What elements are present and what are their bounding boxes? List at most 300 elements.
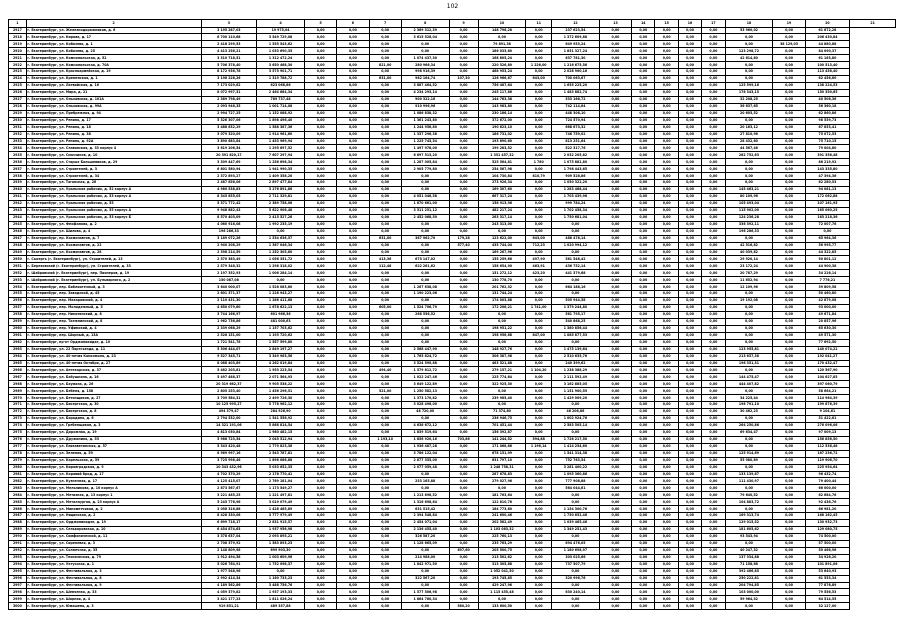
value-cell: 0,00 [702,575,725,582]
value-cell: 0,00 [337,103,369,110]
value-cell: 0,00 [369,513,401,520]
value-cell: 897,60 [449,547,478,554]
value-cell: 9 104,61 [805,409,850,416]
value-cell: 4 980 538,83 [201,187,257,194]
value-cell: 0,00 [369,284,401,291]
value-cell: 1 980 482,15 [257,429,305,436]
value-cell: 214 988,00 [401,554,449,561]
value-cell: 0,00 [773,48,805,55]
value-cell: 4 125 415,07 [201,478,257,485]
value-cell: 0,00 [702,409,725,416]
value-cell: 0,00 [702,277,725,284]
value-cell: 0,00 [449,34,478,41]
value-cell: 0,00 [337,506,369,513]
value-cell: 0,00 [369,277,401,284]
value-cell: 435 744,04 [478,242,526,249]
table-row [9,603,896,610]
value-cell: 0,00 [526,41,552,48]
row-number-cell: 2976 [9,436,27,443]
value-cell: 0,00 [725,540,773,547]
value-cell: 601 966,36 [257,311,305,318]
row-number-cell: 2941 [9,194,27,201]
address-cell: г. Екатеринбург, ул. 22 Партсъезда, д. 11 [26,346,201,353]
value-cell: 0,00 [702,374,725,381]
value-cell: 1 267 638,08 [401,284,449,291]
value-cell: 2 940 208,29 [201,242,257,249]
value-cell: 303 025,66 [552,554,600,561]
value-cell: 0,00 [305,187,337,194]
value-cell: 0,00 [632,270,655,277]
value-cell: 581 548,42 [552,256,600,263]
value-cell: 0,00 [702,256,725,263]
address-cell: г. Екатеринбург, ул. Бетонщиков, д. 27 [26,395,201,402]
value-cell: 65 630,30 [805,325,850,332]
value-cell: 0,00 [702,360,725,367]
address-cell: г. Екатеринбург, ул. Кобозева, д. 25 [26,48,201,55]
value-cell: 3 378 637,04 [201,533,257,540]
value-cell: 1 914 961,60 [257,131,305,138]
value-cell: 0,00 [305,360,337,367]
address-cell: г. Екатеринбург, ул. Сиреневая, д. 3 [26,540,201,547]
row-number-cell: 2955 [9,291,27,298]
value-cell: 0,00 [337,485,369,492]
value-cell: 58 664,21 [805,388,850,395]
value-cell: 0,00 [678,513,701,520]
table-row [9,138,896,145]
value-cell: 32 127,00 [805,603,850,610]
value-cell: 0,00 [773,221,805,228]
value-cell: 10 125 995,27 [201,402,257,409]
value-cell: 0,00 [773,443,805,450]
value-cell: 0,00 [702,402,725,409]
value-cell: 2 994 727,25 [201,110,257,117]
value-cell: 0,00 [773,214,805,221]
value-cell: 0,00 [337,388,369,395]
value-cell: 1 703 439,96 [552,194,600,201]
value-cell: 0,00 [655,249,678,256]
value-cell: 0,00 [305,547,337,554]
value-cell: 0,00 [449,416,478,423]
address-cell: г. Екатеринбург, ул. Гребенщиков, д. 3 [26,422,201,429]
value-cell: 3 079 320,09 [201,131,257,138]
value-cell: 0,00 [632,27,655,34]
value-cell: 0,00 [305,492,337,499]
value-cell: 0,00 [632,180,655,187]
value-cell: 92 436,76 [805,499,850,506]
value-cell: 0,00 [552,568,600,575]
value-cell: 0,00 [526,138,552,145]
value-cell: 0,00 [599,228,631,235]
value-cell: 0,00 [632,596,655,603]
value-cell: 0,00 [678,409,701,416]
value-cell: 0,00 [401,325,449,332]
value-cell: 0,00 [632,339,655,346]
value-cell: 0,00 [305,388,337,395]
table-row [9,124,896,131]
value-cell: 0,00 [678,83,701,90]
value-cell: 3 524 590,88 [401,360,449,367]
value-cell: 0,00 [337,443,369,450]
value-cell: 0,00 [369,214,401,221]
value-cell: 1 898 496,40 [257,117,305,124]
value-cell: 0,00 [632,228,655,235]
table-row [9,103,896,110]
value-cell: 57 500,00 [805,540,850,547]
value-cell: 0,00 [449,55,478,62]
value-cell: 0,00 [702,589,725,596]
value-cell: 0,00 [599,367,631,374]
row-number-cell: 2938 [9,173,27,180]
value-cell: 468 953,24 [478,69,526,76]
value-cell: 0,00 [702,96,725,103]
table-row [9,69,896,76]
value-cell: 0,00 [678,55,701,62]
value-cell: 94 081,13 [805,187,850,194]
value-cell: 0,00 [632,374,655,381]
value-cell: 3 777 979,49 [257,513,305,520]
value-cell: 0,00 [526,194,552,201]
value-cell: 46 206,86 [552,409,600,416]
value-cell: 282 752,63 [725,152,773,159]
value-cell: 0,00 [773,520,805,527]
value-cell: 0,00 [305,55,337,62]
value-cell: 0,00 [773,568,805,575]
value-cell: 0,00 [655,138,678,145]
value-cell: 810,79 [526,173,552,180]
value-cell: 2 543 787,81 [257,450,305,457]
value-cell: 0,00 [337,83,369,90]
value-cell: 0,00 [655,187,678,194]
value-cell: 3 709 584,31 [201,395,257,402]
column-number-cell: 21 [850,20,896,28]
value-cell: 533 166,72 [552,96,600,103]
value-cell: 0,00 [632,402,655,409]
value-cell: 0,00 [678,131,701,138]
value-cell: 6 697 513,20 [401,152,449,159]
value-cell: 0,00 [678,187,701,194]
column-number-cell: 9 [449,20,478,28]
value-cell: 0,00 [773,409,805,416]
value-cell: 1 453 969,94 [257,138,305,145]
value-cell: 0,00 [773,513,805,520]
value-cell: 0,00 [702,124,725,131]
value-cell: 0,00 [337,540,369,547]
value-cell: 0,00 [552,603,600,610]
value-cell: 0,00 [599,443,631,450]
value-cell: 999 784,24 [552,200,600,207]
value-cell: 205 500,75 [478,547,526,554]
value-cell: 0,00 [449,429,478,436]
value-cell: 910 996,96 [401,103,449,110]
value-cell: 1 050 322,20 [552,180,600,187]
value-cell: 649 953,24 [552,41,600,48]
value-cell: 131 744,24 [478,291,526,298]
address-cell: г. Екатеринбург, ул. Кирова, д. 17 [26,34,201,41]
value-cell: 7 173 029,62 [201,83,257,90]
value-cell: 59 964,32 [725,596,773,603]
row-number-cell: 2971 [9,402,27,409]
table-row [9,457,896,464]
address-cell: г. Екатеринбург, ул. Дорожная, д. 19 [26,429,201,436]
table-row [9,506,896,513]
value-cell: 313 305,88 [478,561,526,568]
table-row [9,76,896,83]
value-cell: 27 810,96 [725,131,773,138]
value-cell: 3 744 166,97 [201,311,257,318]
value-cell: 158 654,90 [478,263,526,270]
table-row [9,409,896,416]
value-cell: 0,00 [478,402,526,409]
value-cell: 3 221 485,25 [201,492,257,499]
value-cell: 0,00 [337,554,369,561]
value-cell: 0,00 [702,145,725,152]
value-cell: 1 856 920,16 [401,436,449,443]
value-cell: 0,00 [773,27,805,34]
row-number-cell: 2996 [9,575,27,582]
value-cell: 6 700 110,68 [201,34,257,41]
value-cell: 0,00 [401,485,449,492]
value-cell: 3 549 729,08 [257,34,305,41]
value-cell: 0,00 [337,187,369,194]
value-cell: 112 536,48 [805,443,850,450]
value-cell: 34 225,44 [725,395,773,402]
value-cell: 0,00 [305,277,337,284]
value-cell: 0,00 [599,513,631,520]
address-cell: г. Екатеринбург, ул. 40-летия Октября, д. 27 [26,360,201,367]
value-cell: 0,00 [599,450,631,457]
value-cell: 5 497 488,37 [201,374,257,381]
value-cell: 0,00 [773,62,805,69]
value-cell: 0,00 [725,41,773,48]
value-cell: 0,00 [725,325,773,332]
value-cell: 1 541 314,38 [552,450,600,457]
value-cell: 1 286 411,68 [257,298,305,305]
address-cell: г. Екатеринбург, ул. Ницинская, д. 2 [26,513,201,520]
value-cell: 4 650 079,60 [201,305,257,312]
value-cell: 0,00 [526,506,552,513]
value-cell: 0,00 [337,263,369,270]
value-cell: 564 044,61 [552,485,600,492]
value-cell: 93 543,94 [725,533,773,540]
value-cell: 0,00 [369,589,401,596]
value-cell: 0,00 [655,180,678,187]
value-cell: 0,00 [369,110,401,117]
value-cell: 2 110 431,30 [201,298,257,305]
value-cell: 777 908,88 [552,478,600,485]
value-cell: 155 259,66 [478,256,526,263]
value-cell: 0,00 [449,277,478,284]
column-number-cell: 14 [632,20,655,28]
value-cell: 51 422,61 [805,416,850,423]
value-cell: 123 298,72 [725,48,773,55]
value-cell: 0,00 [702,429,725,436]
value-cell: 1 351 457,32 [478,152,526,159]
value-cell: 0,00 [526,568,552,575]
value-cell: 0,00 [678,582,701,589]
value-cell: 0,00 [678,166,701,173]
value-cell: 1 726 217,50 [552,436,600,443]
address-cell: г. Екатеринбург, ул. Орджоникидзе, д. 19 [26,520,201,527]
row-number-cell: 2980 [9,464,27,471]
value-cell: 39 809,58 [805,284,850,291]
value-cell: 0,00 [773,339,805,346]
row-number-cell: 2992 [9,547,27,554]
value-cell: 336 392,11 [725,221,773,228]
value-cell: 0,00 [678,575,701,582]
value-cell: 1 086 838,32 [401,110,449,117]
value-cell: 0,00 [337,242,369,249]
row-number-cell: 2994 [9,561,27,568]
address-cell: г. Екатеринбург, ул. Солнечная, д. 35 [26,547,201,554]
value-cell: 280 966,34 [401,62,449,69]
table-row [9,187,896,194]
value-cell: 0,00 [773,55,805,62]
address-cell: г. Екатеринбург, ул. Строителей, д. 34 [26,173,201,180]
value-cell: 213 637,38 [725,353,773,360]
value-cell: 0,00 [725,159,773,166]
value-cell: 821,00 [369,62,401,69]
value-cell: 0,00 [599,395,631,402]
value-cell: 0,00 [337,96,369,103]
value-cell: 0,00 [678,596,701,603]
value-cell: 0,00 [599,318,631,325]
address-cell: г. Екатеринбург, ул. Пребрежная, д. 94 [26,110,201,117]
table-row [9,332,896,339]
value-cell: 6 801 580,94 [201,166,257,173]
value-cell: 0,00 [655,450,678,457]
value-cell: 0,00 [599,603,631,610]
value-cell: 0,00 [632,568,655,575]
value-cell: 150 087,08 [201,277,257,284]
table-row [9,41,896,48]
value-cell: 0,00 [632,131,655,138]
value-cell: 0,00 [773,249,805,256]
value-cell: 3 619 206,54 [201,145,257,152]
value-cell: 0,00 [526,589,552,596]
value-cell: 0,00 [702,506,725,513]
value-cell: 0,00 [305,117,337,124]
value-cell: 0,00 [773,478,805,485]
value-cell: 0,00 [678,589,701,596]
value-cell: 61 553,34 [805,575,850,582]
value-cell: 0,00 [526,520,552,527]
value-cell: 0,00 [305,346,337,353]
value-cell: 0,00 [526,492,552,499]
value-cell: 1 842 971,50 [401,561,449,568]
value-cell: 0,00 [599,34,631,41]
row-number-cell: 2931 [9,124,27,131]
value-cell: 2 045 512,94 [257,436,305,443]
value-cell: 77 876,89 [805,582,850,589]
value-cell: 0,00 [337,291,369,298]
value-cell: 0,00 [599,110,631,117]
value-cell: 0,00 [526,27,552,34]
value-cell: 0,00 [599,166,631,173]
value-cell: 3 198 228,26 [201,76,257,83]
value-cell: 0,00 [632,89,655,96]
value-cell: 0,00 [449,353,478,360]
value-cell: 0,00 [655,381,678,388]
value-cell: 1 033 690,35 [257,48,305,55]
value-cell: 0,00 [449,256,478,263]
value-cell: 0,00 [678,228,701,235]
value-cell: 0,00 [725,367,773,374]
row-number-cell: 2987 [9,513,27,520]
value-cell: 8 088 403,89 [201,360,257,367]
value-cell: 1 312 472,24 [257,55,305,62]
value-cell: 0,00 [632,457,655,464]
value-cell: 0,00 [305,228,337,235]
value-cell: 1 221 497,81 [257,492,305,499]
value-cell: 3 615 528,04 [401,34,449,41]
value-cell: 0,00 [369,180,401,187]
value-cell: 235 763,29 [478,540,526,547]
value-cell: 0,00 [337,464,369,471]
value-cell: 0,00 [305,110,337,117]
value-cell: 0,00 [599,353,631,360]
table-row [9,55,896,62]
value-cell: 0,00 [599,263,631,270]
value-cell: 0,00 [632,83,655,90]
value-cell: 5 343 420,48 [201,443,257,450]
value-cell: 0,00 [632,429,655,436]
value-cell: 0,00 [369,402,401,409]
value-cell: 0,00 [305,173,337,180]
value-cell: 0,00 [702,596,725,603]
value-cell: 0,00 [401,249,449,256]
value-cell: 0,00 [449,124,478,131]
value-cell: 0,00 [702,457,725,464]
value-cell: 0,00 [632,200,655,207]
table-row [9,422,896,429]
value-cell: 0,00 [655,284,678,291]
value-cell: 0,00 [449,103,478,110]
value-cell: 0,00 [632,575,655,582]
value-cell: 0,00 [449,533,478,540]
value-cell: 250 222,81 [725,575,773,582]
value-cell: 0,00 [725,416,773,423]
value-cell: 0,00 [305,409,337,416]
value-cell: 1 226,00 [526,62,552,69]
value-cell: 1 193,10 [369,436,401,443]
value-cell: 0,00 [678,339,701,346]
value-cell: 193 745,85 [478,575,526,582]
value-cell: 0,00 [369,89,401,96]
value-cell: 0,00 [369,187,401,194]
value-cell: 184 773,60 [478,506,526,513]
value-cell: 0,00 [305,603,337,610]
table-row [9,62,896,69]
value-cell: 0,00 [599,124,631,131]
value-cell: 0,00 [678,464,701,471]
value-cell: 0,00 [526,582,552,589]
value-cell: 169 267,96 [478,249,526,256]
value-cell: 0,00 [526,464,552,471]
value-cell: 3 310 718,51 [201,55,257,62]
value-cell: 0,00 [632,443,655,450]
value-cell: 0,00 [773,34,805,41]
value-cell: 0,00 [773,471,805,478]
value-cell: 0,00 [337,603,369,610]
value-cell: 0,00 [725,464,773,471]
value-cell: 79 891,38 [478,41,526,48]
value-cell: 0,00 [305,180,337,187]
table-row [9,242,896,249]
row-number-cell: 2973 [9,416,27,423]
value-cell: 0,00 [449,520,478,527]
value-cell: 0,00 [369,346,401,353]
value-cell: 0,00 [678,214,701,221]
